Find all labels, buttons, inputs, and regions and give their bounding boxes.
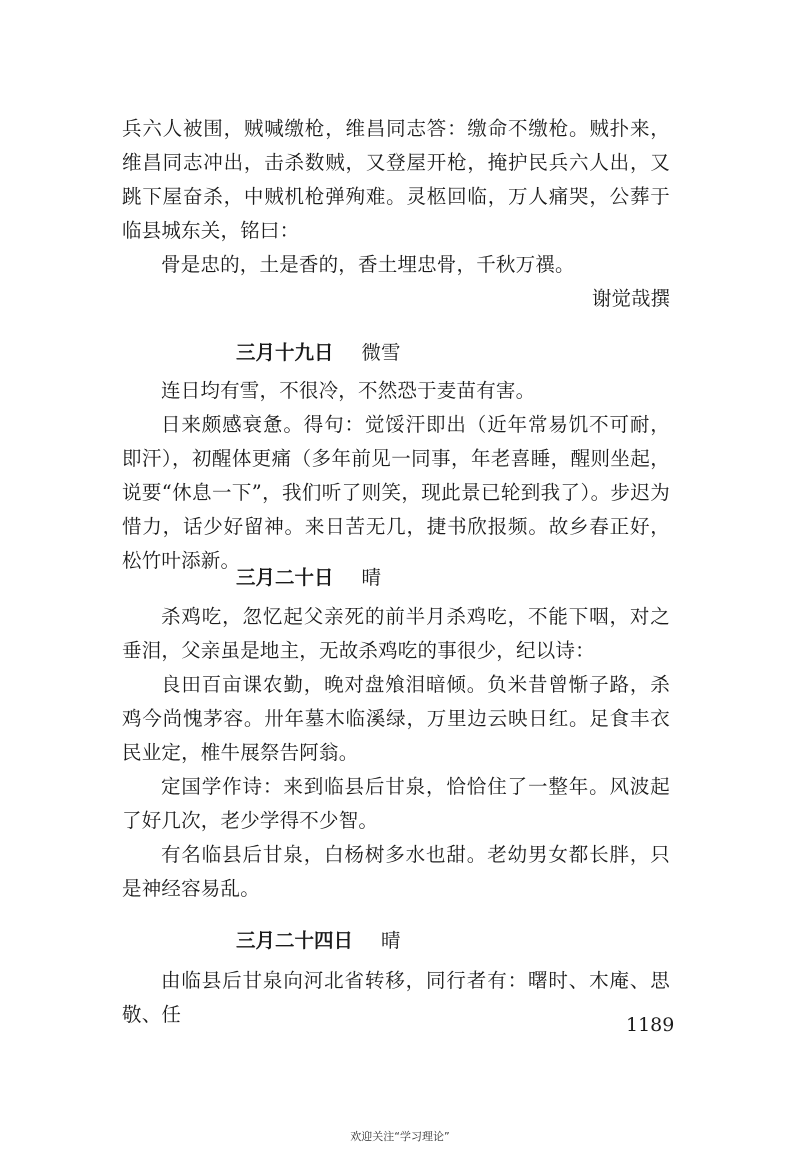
paragraph: 定国学作诗：来到临县后甘泉，恰恰住了一整年。风波起了好几次，老少学得不少智。 bbox=[122, 775, 670, 832]
entry-date: 三月二十日 bbox=[236, 566, 334, 589]
paragraph-epitaph: 骨是忠的，土是香的，香土埋忠骨，千秋万禩。 bbox=[161, 253, 575, 276]
paragraph: 连日均有雪，不很冷，不然恐于麦苗有害。 bbox=[161, 379, 536, 402]
paragraph: 有名临县后甘泉，白杨树多水也甜。老幼男女都长胖，只是神经容易乱。 bbox=[122, 843, 670, 900]
entry-body-mar19 bbox=[122, 374, 670, 578]
page-number: 1189 bbox=[626, 1014, 675, 1036]
entry-weather: 晴 bbox=[361, 566, 382, 589]
top-section bbox=[122, 112, 670, 282]
entry-heading-mar20 bbox=[236, 563, 381, 593]
signature: 谢觉哉撰 bbox=[591, 287, 670, 310]
entry-heading-mar19 bbox=[236, 338, 401, 368]
entry-body-mar24 bbox=[122, 964, 670, 1032]
entry-weather: 微雪 bbox=[361, 341, 401, 364]
footer-note: 欢迎关注“学习理论” bbox=[350, 1130, 450, 1143]
entry-body-mar20 bbox=[122, 600, 670, 906]
entry-date: 三月二十四日 bbox=[236, 929, 354, 952]
paragraph: 良田百亩课农勤，晚对盘飧泪暗倾。负米昔曾惭子路，杀鸡今尚愧茅容。卅年墓木临溪绿，万里边云映日红。足食丰衣民业定，椎牛展祭告阿翁。 bbox=[122, 673, 670, 764]
paragraph: 杀鸡吃，忽忆起父亲死的前半月杀鸡吃，不能下咽，对之垂泪，父亲虽是地主，无故杀鸡吃的事很少，纪以诗： bbox=[122, 605, 670, 662]
paragraph-continuation: 兵六人被围，贼喊缴枪，维昌同志答：缴命不缴枪。贼扑来，维昌同志冲出，击杀数贼，又登屋开枪，掩护民兵六人出，又跳下屋奋杀，中贼机枪弹殉难。灵柩回临，万人痛哭，公葬于临县城东关，铭曰： bbox=[122, 117, 670, 242]
paragraph: 由临县后甘泉向河北省转移，同行者有：曙时、木庵、思敬、任 bbox=[122, 969, 670, 1026]
entry-weather: 晴 bbox=[381, 929, 401, 952]
entry-date: 三月十九日 bbox=[236, 341, 334, 364]
entry-heading-mar24 bbox=[236, 926, 401, 956]
paragraph: 日来颇感衰惫。得句：觉馁汗即出（近年常易饥不可耐，即汗），初醒体更痛（多年前见一同事，年老喜睡，醒则坐起，说要“休息一下”，我们听了则笑，现此景已轮到我了）。步迟为惜力，话少好留神。来日苦无几，捷书欣报频。故乡春正好，松竹叶添新。 bbox=[122, 413, 670, 572]
